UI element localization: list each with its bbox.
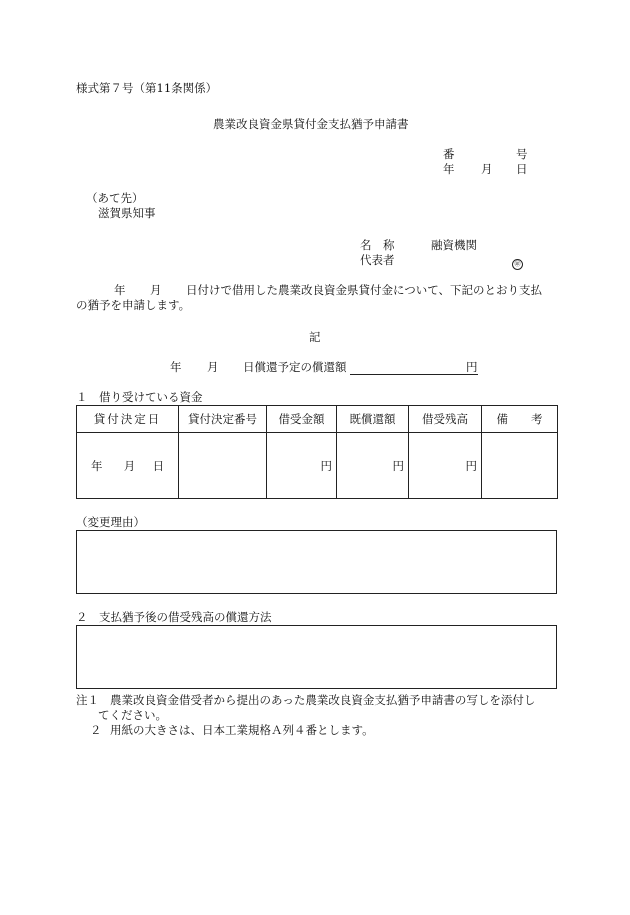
date-day-label: 日 [516, 162, 528, 176]
addressee-label: （あて先） [86, 191, 144, 205]
repay-year: 年 [170, 360, 182, 374]
cell-balance[interactable]: 円 [409, 433, 482, 499]
form-number: 様式第７号（第11条関係） [76, 81, 218, 95]
request-text-line2: の猶予を申請します。 [76, 298, 191, 312]
section2-heading: ２ 支払猶予後の借受残高の償還方法 [76, 610, 272, 624]
note1-number: 注１ [76, 693, 99, 707]
reason-label: （変更理由） [76, 515, 145, 529]
note2-number: ２ [90, 723, 102, 737]
ki-heading: 記 [309, 330, 321, 344]
row-year: 年 [90, 458, 103, 473]
col-decision-number: 貸付決定番号 [179, 406, 267, 433]
seal-mark: ㊞ [512, 255, 523, 270]
col-remarks: 備 考 [482, 406, 558, 433]
number-label: 番 [443, 147, 455, 161]
repayment-method-box[interactable] [76, 625, 557, 689]
loan-table-header [77, 406, 558, 433]
note1-text-line2: てください。 [98, 708, 167, 722]
col-loan-amount: 借受金額 [267, 406, 337, 433]
repay-month: 月 [207, 360, 219, 374]
cell-loan-amount[interactable]: 円 [267, 433, 337, 499]
reason-box[interactable] [76, 530, 557, 594]
cell-remarks[interactable] [482, 433, 558, 499]
cell-decision-number[interactable] [179, 433, 267, 499]
col-repaid-amount: 既償還額 [337, 406, 409, 433]
addressee-name: 滋賀県知事 [98, 206, 156, 220]
document-title: 農業改良資金県貸付金支払猶予申請書 [213, 117, 409, 131]
note2-text: 用紙の大きさは、日本工業規格Ａ列４番とします。 [110, 723, 374, 737]
request-year: 年 [114, 283, 126, 297]
cell-repaid-amount[interactable]: 円 [337, 433, 409, 499]
representative-label: 代表者 [360, 253, 395, 267]
col-decision-date: 貸付決定日 [77, 406, 179, 433]
go-label: 号 [516, 147, 528, 161]
request-month: 月 [150, 283, 162, 297]
request-text: 日付けで借用した農業改良資金県貸付金について、下記のとおり支払 [186, 283, 543, 297]
section1-heading: １ 借り受けている資金 [76, 390, 203, 404]
table-row [77, 433, 558, 499]
row-month: 月 [123, 458, 136, 473]
col-balance: 借受残高 [409, 406, 482, 433]
applicant-name-label: 名 称 [360, 238, 395, 252]
repay-text: 日償還予定の償還額 [243, 360, 347, 374]
repay-yen: 円 [466, 360, 478, 374]
loan-table [76, 405, 558, 499]
repay-amount-line [350, 360, 478, 375]
date-month-label: 月 [481, 162, 493, 176]
applicant-institution: 融資機関 [431, 238, 477, 252]
date-year-label: 年 [443, 162, 455, 176]
cell-decision-date[interactable] [77, 433, 179, 499]
row-day: 日 [152, 458, 165, 473]
note1-text: 農業改良資金借受者から提出のあった農業改良資金支払猶予申請書の写しを添付し [110, 693, 536, 707]
